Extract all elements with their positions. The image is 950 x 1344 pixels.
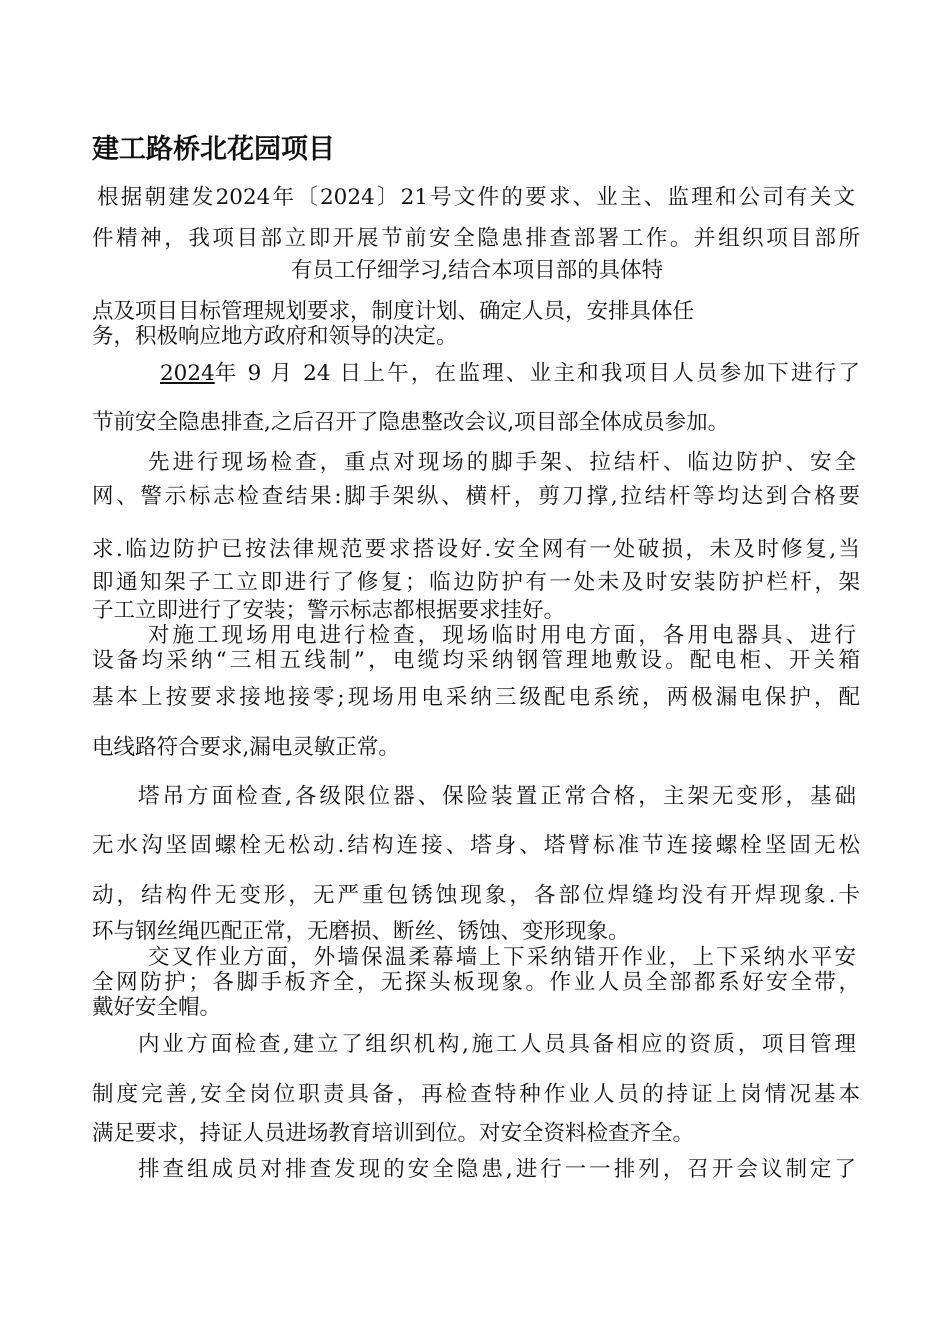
paragraph-line: 无水沟坚固螺栓无松动.结构连接、塔身、塔臂标准节连接螺栓坚固无松 bbox=[92, 833, 860, 858]
paragraph-line: 基本上按要求接地接零;现场用电采纳三级配电系统，两极漏电保护，配 bbox=[92, 685, 860, 710]
paragraph-line: 节前安全隐患排查,之后召开了隐患整改会议,项目部全体成员参加。 bbox=[92, 410, 730, 435]
paragraph-line: 交叉作业方面，外墙保温柔幕墙上下采纳错开作业，上下采纳水平安 bbox=[148, 945, 856, 970]
paragraph-line: 排查组成员对排查发现的安全隐患,进行一一排列，召开会议制定了 bbox=[138, 1157, 856, 1182]
paragraph-line: 求.临边防护已按法律规范要求搭设好.安全网有一处破损，未及时修复,当 bbox=[92, 537, 860, 562]
paragraph-line: 塔吊方面检查,各级限位器、保险装置正常合格，主架无变形，基础 bbox=[138, 784, 856, 809]
paragraph-line: 满足要求，持证人员进场教育培训到位。对安全资料检查齐全。 bbox=[92, 1121, 695, 1146]
paragraph-line: 即通知架子工立即进行了修复；临边防护有一处未及时安装防护栏杆，架 bbox=[92, 570, 860, 595]
paragraph-line: 网、警示标志检查结果:脚手架纵、横杆，剪刀撑,拉结杆等均达到合格要 bbox=[92, 484, 860, 509]
paragraph-line: 制度完善,安全岗位职责具备，再检查特种作业人员的持证上岗情况基本 bbox=[92, 1082, 860, 1107]
paragraph-line: 全网防护；各脚手板齐全，无探头板现象。作业人员全部都系好安全带， bbox=[92, 970, 860, 995]
paragraph-line: 务，积极响应地方政府和领导的决定。 bbox=[92, 324, 458, 349]
date-year: 2024 bbox=[160, 361, 215, 386]
paragraph-line: 电线路符合要求,漏电灵敏正常。 bbox=[92, 735, 400, 760]
paragraph-line: 内业方面检查,建立了组织机构,施工人员具备相应的资质，项目管理 bbox=[138, 1032, 856, 1057]
paragraph-line bbox=[160, 360, 860, 388]
paragraph-line: 环与钢丝绳匹配正常，无磨损、断丝、锈蚀、变形现象。 bbox=[92, 919, 630, 944]
paragraph-line: 件精神，我项目部立即开展节前安全隐患排查部署工作。并组织项目部所 bbox=[92, 226, 860, 251]
date-line-rest: 年 9 月 24 日上午，在监理、业主和我项目人员参加下进行了 bbox=[214, 361, 860, 386]
paragraph-line: 点及项目目标管理规划要求，制度计划、确定人员，安排具体任 bbox=[92, 299, 695, 324]
paragraph-line: 子工立即进行了安装；警示标志都根据要求挂好。 bbox=[92, 598, 566, 623]
paragraph-line: 戴好安全帽。 bbox=[92, 995, 222, 1020]
paragraph-line: 先进行现场检查，重点对现场的脚手架、拉结杆、临边防护、安全 bbox=[148, 450, 856, 475]
paragraph-line: 有员工仔细学习,结合本项目部的具体特 bbox=[290, 258, 664, 283]
paragraph-line: 动，结构件无变形，无严重包锈蚀现象，各部位焊缝均没有开焊现象.卡 bbox=[92, 883, 860, 908]
paragraph-line: 根据朝建发2024年〔2024〕21号文件的要求、业主、监理和公司有关文 bbox=[97, 185, 855, 210]
paragraph-line: 设备均采纳“三相五线制”，电缆均采纳钢管理地敷设。配电柜、开关箱 bbox=[92, 648, 860, 673]
document-title: 建工路桥北花园项目 bbox=[92, 134, 335, 165]
paragraph-line: 对施工现场用电进行检查，现场临时用电方面，各用电器具、进行 bbox=[148, 623, 856, 648]
